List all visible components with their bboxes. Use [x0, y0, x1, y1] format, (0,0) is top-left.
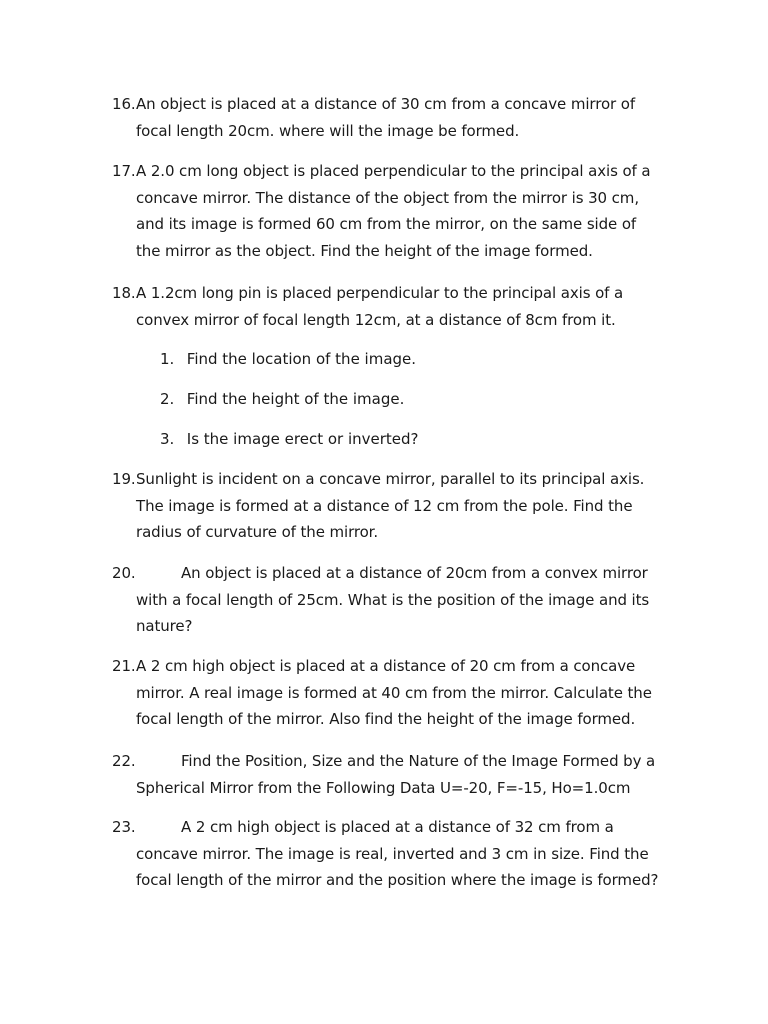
question-number: 16.	[112, 95, 136, 113]
question-text-line: A 2.0 cm long object is placed perpendicular to the principal axis of a	[136, 162, 651, 180]
sub-item-number: 3.	[160, 430, 175, 448]
question-text-line: convex mirror of focal length 12cm, at a distance of 8cm from it.	[136, 310, 616, 329]
question-18	[112, 280, 692, 333]
question-number: 17.	[112, 162, 136, 180]
question-20	[112, 560, 692, 640]
sub-item	[160, 426, 419, 453]
question-text-line: focal length of the mirror. Also find the height of the image formed.	[136, 710, 636, 729]
question-text-line: A 2 cm high object is placed at a distance of 20 cm from a concave	[136, 657, 636, 675]
sub-item	[160, 346, 416, 373]
question-text-line: concave mirror. The image is real, inverted and 3 cm in size. Find the	[136, 844, 649, 863]
question-text-line: radius of curvature of the mirror.	[136, 523, 379, 542]
sub-item	[160, 386, 404, 413]
question-number: 22.	[112, 752, 136, 770]
question-16	[112, 91, 692, 144]
question-text-line: A 2 cm high object is placed at a distance of 32 cm from a	[181, 818, 614, 836]
question-text-line: Spherical Mirror from the Following Data U=-20, F=-15, Ho=1.0cm	[136, 778, 631, 797]
question-text-line: An object is placed at a distance of 20cm from a convex mirror	[181, 564, 648, 582]
question-text-line: focal length 20cm. where will the image be formed.	[136, 121, 520, 140]
question-17	[112, 158, 692, 265]
question-21	[112, 653, 692, 733]
question-text-line: Find the Position, Size and the Nature of the Image Formed by a	[181, 752, 656, 770]
question-text-line: and its image is formed 60 cm from the mirror, on the same side of	[136, 215, 637, 234]
question-text-line: Sunlight is incident on a concave mirror, parallel to its principal axis.	[136, 470, 645, 488]
question-22	[112, 748, 692, 801]
question-text-line: the mirror as the object. Find the height of the image formed.	[136, 242, 593, 261]
sub-item-text: Is the image erect or inverted?	[186, 430, 419, 448]
question-text-line: with a focal length of 25cm. What is the position of the image and its	[136, 590, 650, 609]
question-text-line: nature?	[136, 617, 193, 636]
sub-item-number: 2.	[160, 390, 175, 408]
question-text-line: mirror. A real image is formed at 40 cm from the mirror. Calculate the	[136, 683, 652, 702]
question-19	[112, 466, 692, 546]
question-text-line: focal length of the mirror and the position where the image is formed?	[136, 871, 659, 890]
question-number: 21.	[112, 657, 136, 675]
question-number: 18.	[112, 284, 136, 302]
question-number: 20.	[112, 564, 136, 582]
question-text-line: concave mirror. The distance of the object from the mirror is 30 cm,	[136, 188, 639, 207]
question-number: 23.	[112, 818, 136, 836]
sub-item-text: Find the location of the image.	[186, 350, 417, 368]
question-text-line: A 1.2cm long pin is placed perpendicular to the principal axis of a	[136, 284, 624, 302]
sub-item-number: 1.	[160, 350, 175, 368]
question-number: 19.	[112, 470, 136, 488]
question-text-line: An object is placed at a distance of 30 cm from a concave mirror of	[136, 95, 636, 113]
question-23	[112, 814, 692, 894]
sub-item-text: Find the height of the image.	[186, 390, 405, 408]
question-text-line: The image is formed at a distance of 12 cm from the pole. Find the	[136, 496, 633, 515]
